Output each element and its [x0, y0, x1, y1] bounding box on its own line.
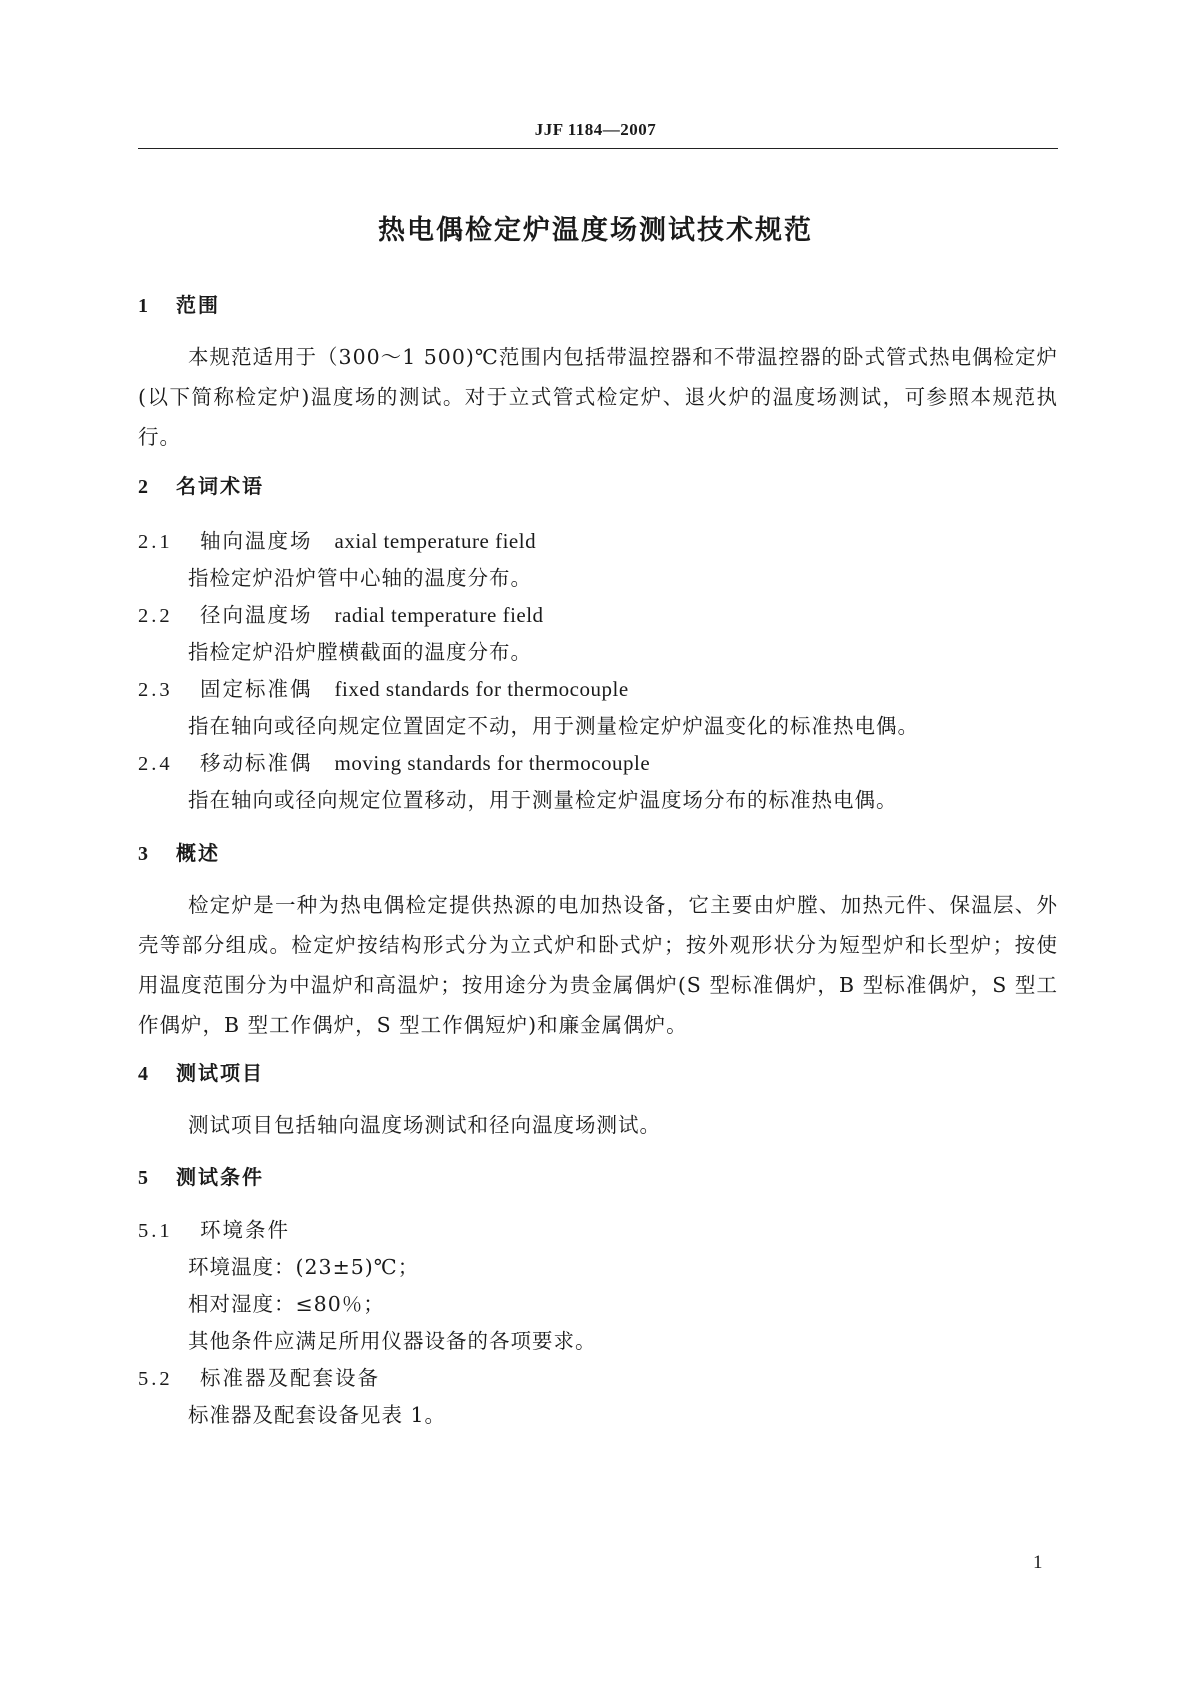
subsection-5-2-heading: [138, 1361, 380, 1391]
term-number: 2.4: [138, 753, 173, 775]
page-number: 1: [1033, 1552, 1043, 1573]
term-chinese: 径向温度场: [200, 603, 313, 627]
section-title: 名词术语: [176, 474, 264, 498]
term-2-4-definition: 指在轴向或径向规定位置移动，用于测量检定炉温度场分布的标准热电偶。: [188, 788, 898, 812]
section-number: 4: [138, 1063, 150, 1085]
subsection-5-1-heading: [138, 1213, 290, 1243]
section-1-paragraph: 本规范适用于（300～1 500)℃范围内包括带温控器和不带温控器的卧式管式热电偶检定炉(以下简称检定炉)温度场的测试。对于立式管式检定炉、退火炉的温度场测试，可参照本规范执行。: [138, 345, 1058, 449]
section-3-heading: [138, 837, 220, 866]
term-2-1-heading: [138, 524, 536, 554]
section-title: 范围: [176, 293, 220, 317]
subsection-title: 环境条件: [200, 1218, 290, 1242]
term-chinese: 固定标准偶: [200, 677, 313, 701]
term-2-4-heading: [138, 746, 650, 776]
subsection-number: 5.2: [138, 1368, 173, 1390]
term-chinese: 轴向温度场: [200, 529, 313, 553]
header-rule: [138, 148, 1058, 149]
section-number: 3: [138, 843, 150, 865]
term-2-2-definition: 指检定炉沿炉膛横截面的温度分布。: [188, 640, 532, 664]
term-number: 2.3: [138, 679, 173, 701]
term-english: fixed standards for thermocouple: [334, 677, 629, 701]
section-number: 2: [138, 476, 150, 498]
ambient-temperature-line: 环境温度：(23±5)℃；: [188, 1255, 420, 1279]
section-5-heading: [138, 1161, 264, 1190]
term-english: radial temperature field: [334, 603, 544, 627]
term-number: 2.2: [138, 605, 173, 627]
standard-code-header: JJF 1184—2007: [534, 120, 657, 139]
term-2-3-heading: [138, 672, 629, 702]
section-1-heading: [138, 289, 220, 318]
term-2-2-heading: [138, 598, 544, 628]
term-english: axial temperature field: [334, 529, 537, 553]
section-3-paragraph: 检定炉是一种为热电偶检定提供热源的电加热设备，它主要由炉膛、加热元件、保温层、外壳等部分组成。检定炉按结构形式分为立式炉和卧式炉；按外观形状分为短型炉和长型炉；按使用温度范围分为中温炉和高温炉；按用途分为贵金属偶炉(S 型标准偶炉，B 型标准偶炉，S 型工作偶炉，B 型工作偶炉，S 型工作偶短炉)和廉金属偶炉。: [138, 893, 1058, 1037]
section-4-paragraph: 测试项目包括轴向温度场测试和径向温度场测试。: [188, 1113, 661, 1137]
section-4-heading: [138, 1057, 264, 1086]
section-title: 测试条件: [176, 1165, 264, 1189]
subsection-number: 5.1: [138, 1220, 173, 1242]
section-title: 概述: [176, 841, 220, 865]
document-title: 热电偶检定炉温度场测试技术规范: [378, 215, 813, 246]
section-2-heading: [138, 470, 264, 499]
standard-equipment-line: 标准器及配套设备见表 1。: [188, 1403, 447, 1427]
relative-humidity-line: 相对湿度：≤80％；: [188, 1292, 385, 1316]
section-number: 1: [138, 295, 150, 317]
subsection-title: 标准器及配套设备: [200, 1366, 380, 1390]
section-number: 5: [138, 1167, 150, 1189]
section-title: 测试项目: [176, 1061, 264, 1085]
term-2-1-definition: 指检定炉沿炉管中心轴的温度分布。: [188, 566, 532, 590]
term-chinese: 移动标准偶: [200, 751, 313, 775]
other-conditions-line: 其他条件应满足所用仪器设备的各项要求。: [188, 1329, 597, 1353]
term-number: 2.1: [138, 531, 173, 553]
term-2-3-definition: 指在轴向或径向规定位置固定不动，用于测量检定炉炉温变化的标准热电偶。: [188, 714, 919, 738]
term-english: moving standards for thermocouple: [334, 751, 651, 775]
